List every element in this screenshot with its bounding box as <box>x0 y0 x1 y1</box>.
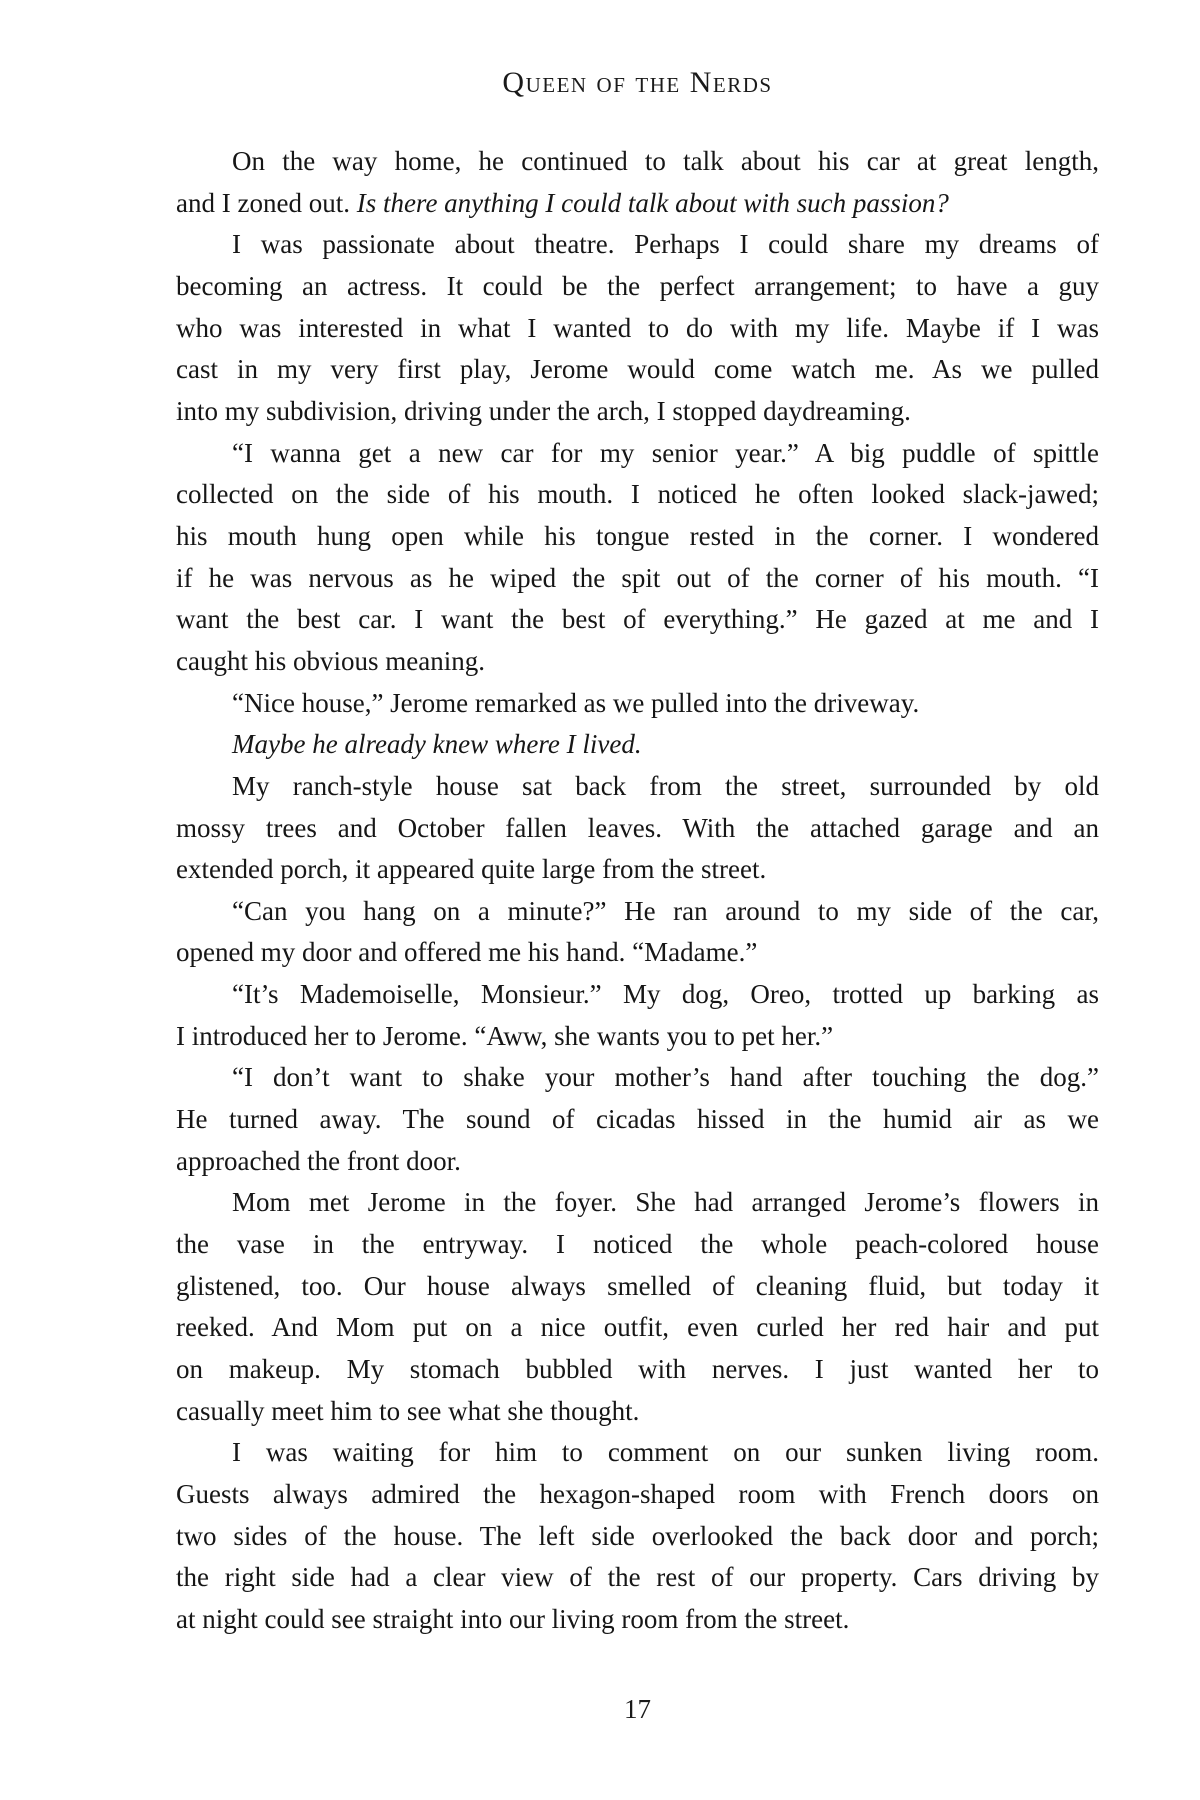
paragraph <box>176 766 1099 891</box>
text-line <box>176 1599 1099 1641</box>
text-segment: his mouth hung open while his tongue rested in the corner. I wondered <box>176 520 1099 551</box>
text-segment: I was passionate about theatre. Perhaps I could share my dreams of <box>232 229 1099 260</box>
text-line <box>176 683 1099 725</box>
body-text <box>176 141 1099 1641</box>
text-line <box>176 932 1099 974</box>
text-segment: Guests always admired the hexagon-shaped room with French doors on <box>176 1479 1099 1509</box>
paragraph <box>176 224 1099 432</box>
text-line <box>176 391 1099 433</box>
page-number: 17 <box>624 1694 651 1724</box>
paragraph <box>176 891 1099 974</box>
paragraph <box>176 974 1099 1057</box>
text-segment: “It’s Mademoiselle, Monsieur.” My dog, Oreo, trotted up barking as <box>232 979 1099 1010</box>
text-segment: two sides of the house. The left side overlooked the back door and porch; <box>176 1520 1099 1551</box>
text-segment: opened my door and offered me his hand. “Madame.” <box>176 937 758 968</box>
paragraph <box>176 683 1099 725</box>
text-segment: “Can you hang on a minute?” He ran around to my side of the car, <box>232 895 1099 926</box>
text-segment: want the best car. I want the best of everything.” He gazed at me and I <box>176 604 1099 635</box>
text-line <box>176 1349 1099 1391</box>
text-line <box>176 308 1099 350</box>
text-segment: on makeup. My stomach bubbled with nerves. I just wanted her to <box>176 1354 1099 1385</box>
text-segment: if he was nervous as he wiped the spit out of the corner of his mouth. “I <box>176 562 1099 593</box>
text-line <box>176 1057 1099 1099</box>
text-line <box>176 766 1099 808</box>
text-segment: into my subdivision, driving under the arch, I stopped daydreaming. <box>176 395 911 426</box>
text-line <box>176 433 1099 475</box>
text-line <box>176 141 1099 183</box>
text-line <box>176 599 1099 641</box>
text-segment: who was interested in what I wanted to do with my life. Maybe if I was <box>176 312 1099 343</box>
text-line <box>176 1557 1099 1599</box>
text-segment: caught his obvious meaning. <box>176 645 485 676</box>
text-line <box>176 1266 1099 1308</box>
text-line <box>176 224 1099 266</box>
text-segment: collected on the side of his mouth. I noticed he often looked slack-jawed; <box>176 479 1099 510</box>
text-segment: reeked. And Mom put on a nice outfit, even curled her red hair and put <box>176 1312 1099 1343</box>
text-segment: I was waiting for him to comment on our sunken living room. <box>232 1437 1099 1468</box>
italic-text-segment: Is there anything I could talk about with such passion? <box>356 187 949 218</box>
text-line <box>176 891 1099 933</box>
text-segment: He turned away. The sound of cicadas hissed in the humid air as we <box>176 1104 1099 1135</box>
text-segment: extended porch, it appeared quite large from the street. <box>176 854 767 885</box>
text-segment: approached the front door. <box>176 1145 461 1176</box>
text-line <box>176 474 1099 516</box>
text-segment: the vase in the entryway. I noticed the whole peach-colored house <box>176 1229 1099 1260</box>
text-line <box>176 1307 1099 1349</box>
paragraph <box>176 1057 1099 1182</box>
text-line <box>176 849 1099 891</box>
italic-text-segment: Maybe he already knew where I lived. <box>232 729 642 760</box>
text-line <box>176 974 1099 1016</box>
text-line <box>176 1182 1099 1224</box>
text-line <box>176 1516 1099 1558</box>
text-segment: and I zoned out. <box>176 187 357 218</box>
text-segment: the right side had a clear view of the rest of our property. Cars driving by <box>176 1562 1099 1593</box>
text-segment: glistened, too. Our house always smelled of cleaning fluid, but today it <box>176 1270 1099 1301</box>
text-segment: casually meet him to see what she thought. <box>176 1395 640 1426</box>
paragraph <box>176 433 1099 683</box>
text-line <box>176 641 1099 683</box>
paragraph <box>176 1432 1099 1640</box>
paragraph <box>176 724 1099 766</box>
text-segment: My ranch-style house sat back from the street, surrounded by old <box>232 770 1099 801</box>
text-segment: Mom met Jerome in the foyer. She had arranged Jerome’s flowers in <box>232 1187 1099 1218</box>
running-header: Queen of the Nerds <box>502 66 773 99</box>
text-segment: becoming an actress. It could be the perfect arrangement; to have a guy <box>176 270 1099 301</box>
text-line <box>176 349 1099 391</box>
text-line <box>176 1099 1099 1141</box>
text-line <box>176 183 1099 225</box>
text-segment: at night could see straight into our living room from the street. <box>176 1603 850 1634</box>
text-line <box>176 516 1099 558</box>
text-segment: mossy trees and October fallen leaves. With the attached garage and an <box>176 812 1099 843</box>
text-segment: I introduced her to Jerome. “Aww, she wants you to pet her.” <box>176 1020 834 1051</box>
text-segment: “Nice house,” Jerome remarked as we pulled into the driveway. <box>232 687 920 718</box>
text-line <box>176 1432 1099 1474</box>
text-line <box>176 1391 1099 1433</box>
text-line <box>176 1224 1099 1266</box>
text-segment: “I don’t want to shake your mother’s hand after touching the dog.” <box>232 1062 1099 1093</box>
text-segment: On the way home, he continued to talk about his car at great length, <box>232 146 1099 176</box>
paragraph <box>176 1182 1099 1432</box>
text-segment: “I wanna get a new car for my senior year.” A big puddle of spittle <box>232 437 1099 468</box>
text-line <box>176 724 1099 766</box>
text-line <box>176 1474 1099 1516</box>
text-segment: cast in my very first play, Jerome would come watch me. As we pulled <box>176 354 1099 385</box>
text-line <box>176 1016 1099 1058</box>
paragraph <box>176 141 1099 224</box>
text-line <box>176 808 1099 850</box>
text-line <box>176 558 1099 600</box>
text-line <box>176 266 1099 308</box>
text-line <box>176 1141 1099 1183</box>
